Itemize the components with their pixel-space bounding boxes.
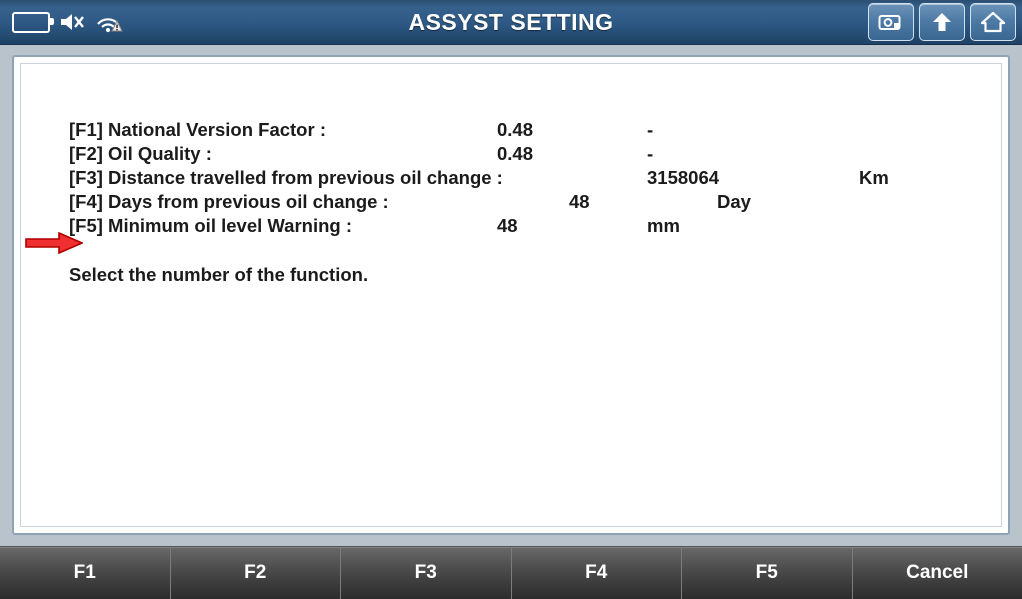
- list-item-label: [F3] Distance travelled from previous oil change :: [69, 167, 503, 188]
- list-item-label: [F5] Minimum oil level Warning :: [69, 215, 352, 236]
- list-item-unit: -: [647, 143, 654, 164]
- content-panel: [12, 55, 1010, 535]
- screenshot-icon[interactable]: [868, 3, 914, 41]
- list-item-value: 0.48: [497, 143, 534, 164]
- list-item-label: [F2] Oil Quality :: [69, 143, 212, 164]
- back-up-icon[interactable]: [919, 3, 965, 41]
- list-item[interactable]: [69, 215, 969, 239]
- list-item[interactable]: [69, 191, 969, 215]
- list-item-unit: -: [647, 119, 654, 140]
- list-item-label: [F1] National Version Factor :: [69, 119, 326, 140]
- list-item-label: [F4] Days from previous oil change :: [69, 191, 389, 212]
- list-item-unit: Km: [859, 167, 889, 188]
- list-item-value: 48: [569, 191, 590, 212]
- list-item-unit: Day: [717, 191, 751, 212]
- cancel-button[interactable]: Cancel: [853, 547, 1022, 599]
- page-title: ASSYST SETTING: [408, 9, 614, 35]
- f1-button[interactable]: F1: [0, 547, 171, 599]
- home-icon[interactable]: [970, 3, 1016, 41]
- f5-button[interactable]: F5: [682, 547, 853, 599]
- list-item[interactable]: [69, 143, 969, 167]
- f3-button[interactable]: F3: [341, 547, 512, 599]
- f2-button[interactable]: F2: [171, 547, 342, 599]
- list-item-selected[interactable]: [69, 167, 969, 191]
- function-list: [69, 119, 969, 239]
- title-bar: [0, 0, 1022, 45]
- list-item-value: 0.48: [497, 119, 534, 140]
- f4-button[interactable]: F4: [512, 547, 683, 599]
- titlebar-button-group: [868, 3, 1016, 41]
- list-item[interactable]: [69, 119, 969, 143]
- list-item-value: 48: [497, 215, 518, 236]
- list-item-value: 3158064: [647, 167, 720, 188]
- list-item-unit: mm: [647, 215, 680, 236]
- function-key-bar: [0, 546, 1022, 599]
- content-panel-inner: [20, 63, 1002, 527]
- instruction-text: Select the number of the function.: [69, 264, 369, 285]
